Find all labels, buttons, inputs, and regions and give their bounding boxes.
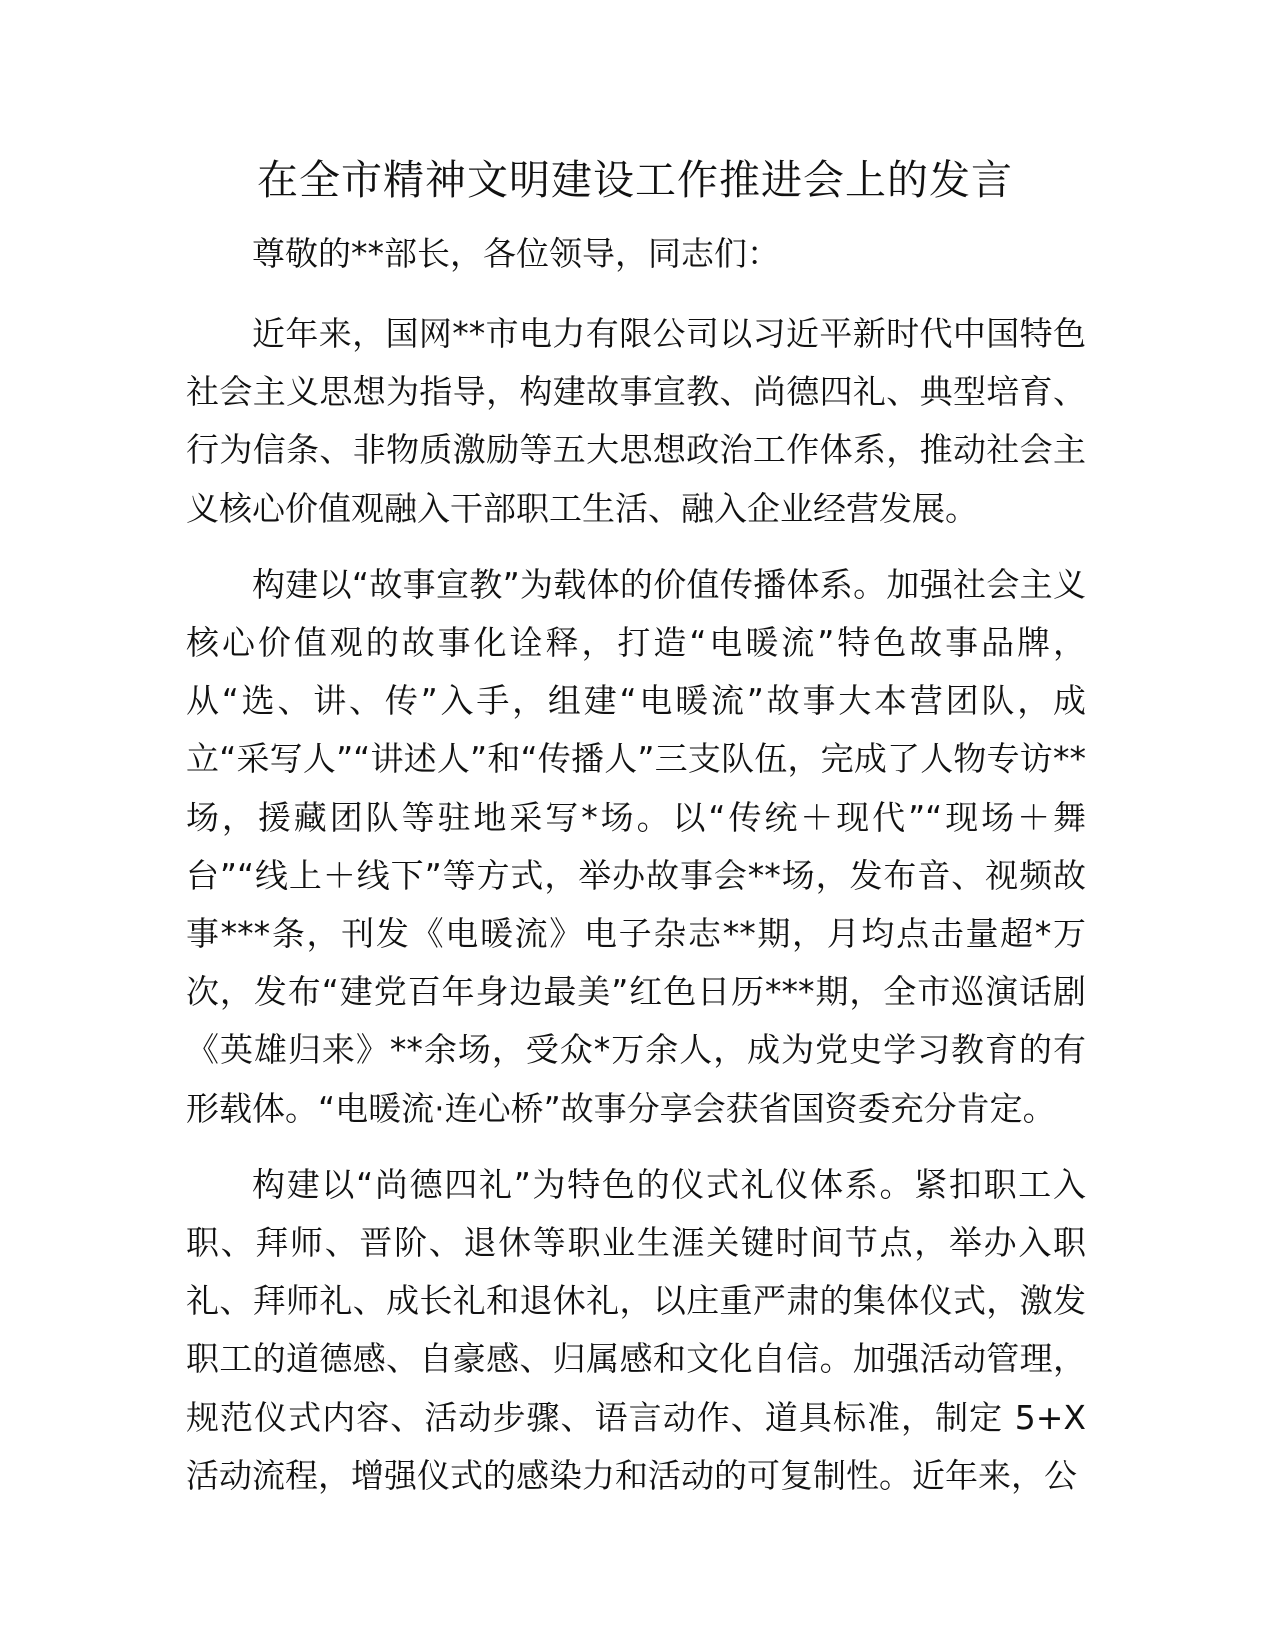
paragraph-story-system: 构建以“故事宣教”为载体的价值传播体系。加强社会主义核心价值观的故事化诠释，打造“电暖流”特色故事品牌，从“选、讲、传”入手，组建“电暖流”故事大本营团队，成立“采写人”“讲述人”和“传播人”三支队伍，完成了人物专访**场，援藏团队等驻地采写*场。以“传统＋现代”“现场＋舞台”“线上＋线下”等方式，举办故事会**场，发布音、视频故事***条，刊发《电暖流》电子杂志**期，月均点击量超*万次，发布“建党百年身边最美”红色日历***期，全市巡演话剧《英雄归来》**余场，受众*万余人，成为党史学习教育的有形载体。“电暖流·连心桥”故事分享会获省国资委充分肯定。 <box>186 564 1086 1128</box>
salutation: 尊敬的**部长，各位领导，同志们： <box>252 234 780 273</box>
paragraph-ritual-system: 构建以“尚德四礼”为特色的仪式礼仪体系。紧扣职工入职、拜师、晋阶、退休等职业生涯关键时间节点，举办入职礼、拜师礼、成长礼和退休礼，以庄重严肃的集体仪式，激发职工的道德感、自豪感、归属感和文化自信。加强活动管理，规范仪式内容、活动步骤、语言动作、道具标准，制定 5+X 活动流程，增强仪式的感染力和活动的可复制性。近年来，公 <box>186 1164 1086 1495</box>
document-body <box>186 225 1086 1505</box>
paragraph-intro: 近年来，国网**市电力有限公司以习近平新时代中国特色社会主义思想为指导，构建故事宣教、尚德四礼、典型培育、行为信条、非物质激励等五大思想政治工作体系，推动社会主义核心价值观融入干部职工生活、融入企业经营发展。 <box>186 314 1086 528</box>
document-title: 在全市精神文明建设工作推进会上的发言 <box>257 156 1013 204</box>
